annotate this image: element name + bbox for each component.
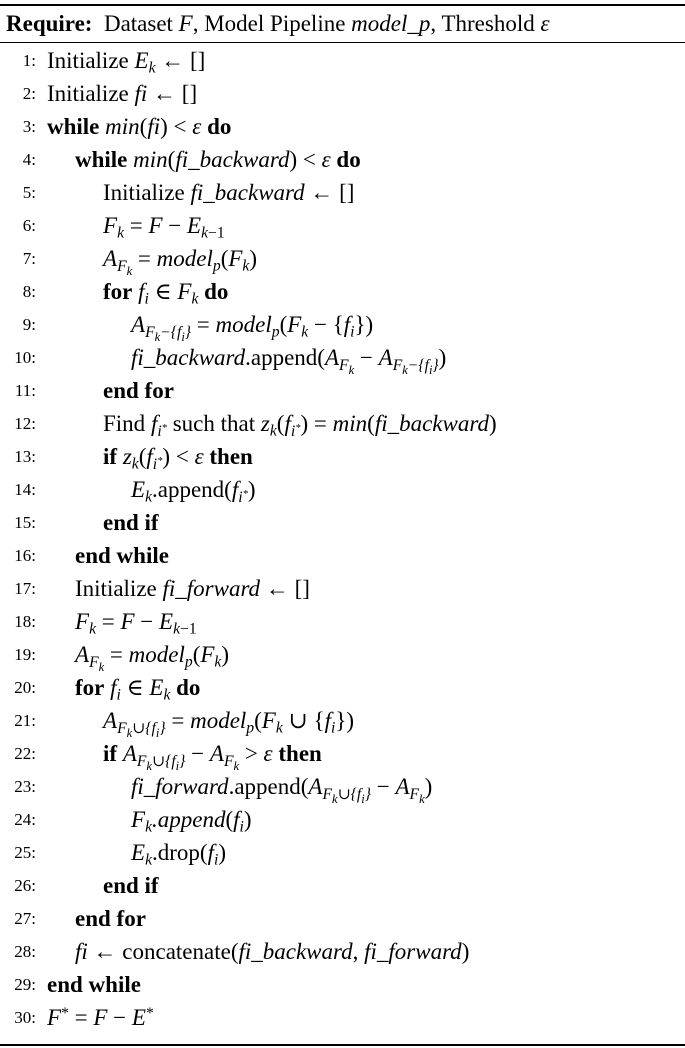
line-text: while min(fi_backward) < ε do xyxy=(75,147,361,172)
line-number: 7: xyxy=(22,249,36,268)
line-number: 22: xyxy=(14,744,36,763)
line-text: fi ← concatenate(fi_backward, fi_forward) xyxy=(75,939,470,964)
line-number: 10: xyxy=(14,348,36,367)
line-number: 8: xyxy=(22,282,36,301)
algo-line xyxy=(0,671,685,704)
line-number: 20: xyxy=(14,678,36,697)
line-number: 3: xyxy=(22,117,36,136)
line-number: 11: xyxy=(14,381,36,400)
line-text: for $f_i$ ∈ $E_k$ do xyxy=(75,675,201,704)
line-text: Initialize fi_forward ← [] xyxy=(75,576,310,601)
algo-line xyxy=(0,77,685,110)
algo-line xyxy=(0,737,685,773)
line-text: end if xyxy=(103,510,159,535)
line-number: 13: xyxy=(14,447,36,466)
line-text: while min(fi) < ε do xyxy=(47,114,232,139)
algo-line xyxy=(0,572,685,605)
line-text: $A_{F_k}$ = $model_p(F_k)$ xyxy=(103,246,258,278)
line-number: 4: xyxy=(22,150,36,169)
line-text: end for xyxy=(75,906,146,931)
line-text: $A_{F_k\cup\{f_i\}}$ = $model_p(F_k$ ∪ $\{f_i\}$) xyxy=(103,708,355,740)
line-text: F* = F − E* xyxy=(47,1004,154,1030)
line-number: 9: xyxy=(22,315,36,334)
line-number: 26: xyxy=(14,876,36,895)
line-number: 28: xyxy=(14,942,36,961)
algo-line xyxy=(0,341,685,377)
require-text: Dataset F, Model Pipeline model_p, Threshold ε xyxy=(103,11,550,36)
algo-line xyxy=(0,935,685,968)
line-text: Initialize fi_backward ← [] xyxy=(103,180,355,205)
require-keyword: Require: xyxy=(6,11,93,36)
algo-line xyxy=(0,803,685,836)
line-number: 30: xyxy=(14,1008,36,1027)
line-number: 19: xyxy=(14,645,36,664)
line-text: end while xyxy=(75,543,169,568)
line-number: 23: xyxy=(14,777,36,796)
line-text: $E_k.drop(f_i)$ xyxy=(131,840,226,869)
line-text: $A_{F_k}$ = $model_p(F_k)$ xyxy=(75,642,230,674)
line-number: 15: xyxy=(14,513,36,532)
algo-line xyxy=(0,440,685,473)
algo-line xyxy=(0,869,685,902)
line-text: $E_k.append(f_{i^*})$ xyxy=(131,477,256,506)
line-text: $fi\_forward.append(A_{F_k\cup\{f_i\}} - A_{F_k})$ xyxy=(131,774,433,806)
line-number: 29: xyxy=(14,975,36,994)
line-text: Initialize $E_k$ ← [] xyxy=(47,48,206,77)
algo-line xyxy=(0,143,685,176)
line-text: if $A_{F_k\cup\{f_i\}} - A_{F_k} > \varepsilon$ then xyxy=(103,741,322,773)
line-text: Find $f_{i^*}$ such that $z_k(f_{i^*})$ = min(fi_backward) xyxy=(103,411,497,440)
algo-line xyxy=(0,1001,685,1034)
algo-line xyxy=(0,770,685,806)
line-number: 12: xyxy=(14,414,36,433)
require-line xyxy=(6,8,550,40)
algo-line xyxy=(0,968,685,1001)
line-text: $F_k = F - E_{k-1}$ xyxy=(75,609,197,638)
algo-line xyxy=(0,605,685,638)
line-number: 14: xyxy=(14,480,36,499)
line-text: $F_k.append(f_i)$ xyxy=(131,807,252,836)
line-number: 17: xyxy=(14,579,36,598)
line-text: $F_k = F - E_{k-1}$ xyxy=(103,213,225,242)
line-text: $A_{F_k-\{f_i\}}$ = $model_p(F_k - \{f_i\})$ xyxy=(131,312,374,344)
algo-line xyxy=(0,374,685,407)
algo-line xyxy=(0,308,685,344)
line-number: 21: xyxy=(14,711,36,730)
line-number: 16: xyxy=(14,546,36,565)
line-number: 18: xyxy=(14,612,36,631)
line-number: 24: xyxy=(14,810,36,829)
algo-line xyxy=(0,902,685,935)
algo-line xyxy=(0,110,685,143)
line-text: $fi\_backward.append(A_{F_k} - A_{F_k-\{f_i\}})$ xyxy=(131,345,447,377)
algo-line xyxy=(0,836,685,869)
line-text: if $z_k(f_{i^*}) < \varepsilon$ then xyxy=(103,444,253,473)
algo-line xyxy=(0,704,685,740)
line-number: 25: xyxy=(14,843,36,862)
algo-line xyxy=(0,539,685,572)
line-text: end while xyxy=(47,972,141,997)
algo-line xyxy=(0,209,685,242)
line-number: 27: xyxy=(14,909,36,928)
line-number: 1: xyxy=(22,51,36,70)
algo-line xyxy=(0,407,685,440)
top-rule xyxy=(0,4,685,6)
line-number: 2: xyxy=(22,84,36,103)
line-text: end if xyxy=(103,873,159,898)
algo-line xyxy=(0,242,685,278)
algo-line xyxy=(0,506,685,539)
algo-line xyxy=(0,473,685,506)
line-text: Initialize fi ← [] xyxy=(47,81,198,106)
algo-line xyxy=(0,176,685,209)
line-text: for $f_i$ ∈ $F_k$ do xyxy=(103,279,229,308)
line-number: 6: xyxy=(22,216,36,235)
line-number: 5: xyxy=(22,183,36,202)
bottom-rule xyxy=(0,1044,685,1046)
algo-line xyxy=(0,638,685,674)
header-rule xyxy=(0,42,685,43)
algo-line xyxy=(0,44,685,77)
algo-line xyxy=(0,275,685,308)
line-text: end for xyxy=(103,378,174,403)
